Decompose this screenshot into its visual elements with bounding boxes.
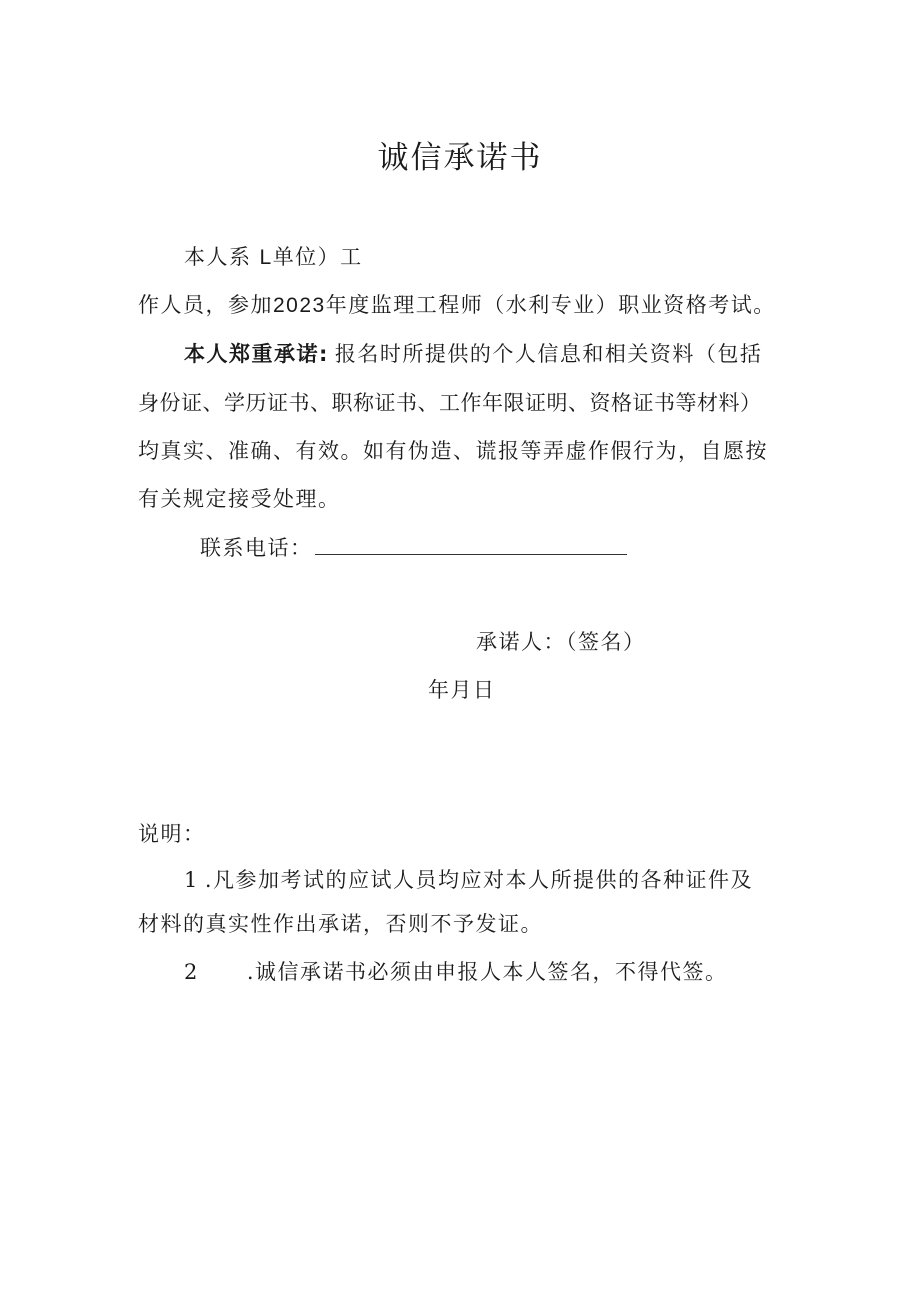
intro-line2-prefix: 作人员，参加 <box>138 293 273 317</box>
contact-phone-row <box>200 538 627 559</box>
pledge-text-1: 报名时所提供的个人信息和相关资料（包括 <box>334 342 763 366</box>
note-1-number: 1 <box>184 868 199 892</box>
pledge-line-1 <box>184 344 762 365</box>
pledge-label: 本人郑重承诺: <box>184 342 329 366</box>
exam-year: 2023 <box>273 294 326 317</box>
note-item-1 <box>184 870 753 891</box>
note-2-number: 2 <box>184 960 199 984</box>
contact-phone-label: 联系电话： <box>200 536 313 560</box>
note-1-text: .凡参加考试的应试人员均应对本人所提供的各种证件及 <box>204 868 754 892</box>
note-2-text: .诚信承诺书必须由申报人本人签名，不得代签。 <box>246 960 728 984</box>
contact-phone-field <box>315 538 627 555</box>
promisor-signature: 承诺人：（签名） <box>476 630 646 654</box>
notes-heading: 说明： <box>138 822 206 846</box>
intro-prefix: 本人系 <box>184 245 252 269</box>
intro-line2-suffix: 年度监理工程师（水利专业）职业资格考试。 <box>325 293 776 317</box>
sign-date: 年月日 <box>428 678 496 702</box>
note-item-1-cont: 材料的真实性作出承诺，否则不予发证。 <box>138 912 543 936</box>
intro-unit: 单位）工 <box>272 245 363 269</box>
intro-line-2 <box>138 295 776 316</box>
intro-line-1 <box>184 247 363 268</box>
pledge-line-3: 均真实、准确、有效。如有伪造、谎报等弄虚作假行为，自愿按 <box>138 439 768 463</box>
document-title: 诚信承诺书 <box>377 140 543 176</box>
pledge-line-4: 有关规定接受处理。 <box>138 487 341 511</box>
pledge-line-2: 身份证、学历证书、职称证书、工作年限证明、资格证书等材料） <box>138 391 762 415</box>
note-item-2 <box>184 962 728 983</box>
intro-blank-mark: L <box>259 246 273 269</box>
